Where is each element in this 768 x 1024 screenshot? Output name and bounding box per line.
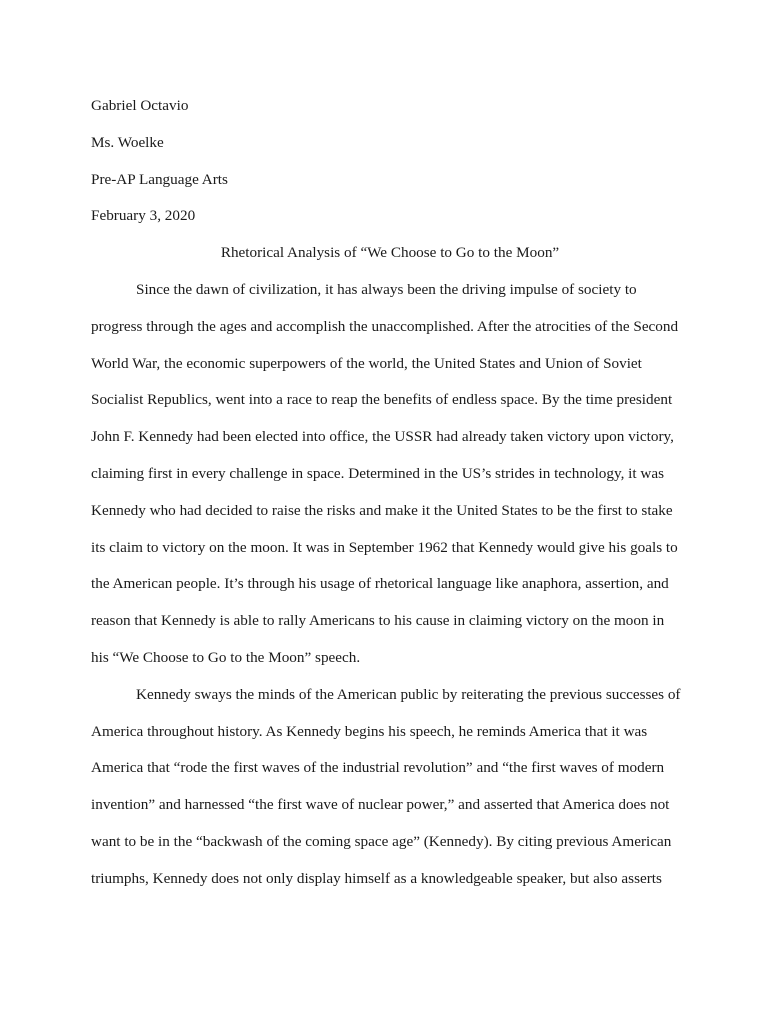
- paragraph-line: Kennedy sways the minds of the American public by reiterating the previous successes of: [136, 685, 681, 703]
- paragraph-line: Since the dawn of civilization, it has always been the driving impulse of society to: [136, 280, 637, 298]
- paragraph-line: progress through the ages and accomplish the unaccomplished. After the atrocities of the Second: [91, 317, 679, 335]
- paragraph-line: its claim to victory on the moon. It was in September 1962 that Kennedy would give his goals to: [91, 538, 678, 556]
- student-name: Gabriel Octavio: [91, 97, 189, 114]
- paragraph-line: America throughout history. As Kennedy begins his speech, he reminds America that it was: [91, 722, 648, 740]
- paragraph-line: Socialist Republics, went into a race to reap the benefits of endless space. By the time president: [91, 391, 673, 409]
- document-body: [91, 88, 689, 898]
- paragraph-line: claiming first in every challenge in space. Determined in the US’s strides in technology, it was: [91, 464, 665, 482]
- paragraph-2: [91, 677, 689, 898]
- paragraph-line: John F. Kennedy had been elected into office, the USSR had already taken victory upon victory,: [91, 428, 674, 446]
- paragraph-line: want to be in the “backwash of the coming space age” (Kennedy). By citing previous American: [91, 832, 672, 850]
- paragraph-line: the American people. It’s through his usage of rhetorical language like anaphora, assertion, and: [91, 575, 669, 593]
- paragraph-line: Kennedy who had decided to raise the risks and make it the United States to be the first to stake: [91, 501, 673, 519]
- paragraph-line: triumphs, Kennedy does not only display himself as a knowledgeable speaker, but also asserts: [91, 869, 662, 887]
- essay-title: Rhetorical Analysis of “We Choose to Go to the Moon”: [220, 244, 560, 262]
- paragraph-line: World War, the economic superpowers of the world, the United States and Union of Soviet: [91, 354, 642, 372]
- paragraph-line: America that “rode the first waves of the industrial revolution” and “the first waves of modern: [91, 759, 665, 777]
- paragraph-line: reason that Kennedy is able to rally Americans to his cause in claiming victory on the moon in: [91, 612, 665, 630]
- paragraph-line: his “We Choose to Go to the Moon” speech.: [91, 648, 361, 666]
- paragraph-1: [91, 272, 689, 677]
- essay-date: February 3, 2020: [91, 207, 196, 225]
- teacher-name: Ms. Woelke: [91, 133, 164, 151]
- course-name: Pre-AP Language Arts: [91, 170, 228, 188]
- paragraph-line: invention” and harnessed “the first wave of nuclear power,” and asserted that America does not: [91, 796, 670, 814]
